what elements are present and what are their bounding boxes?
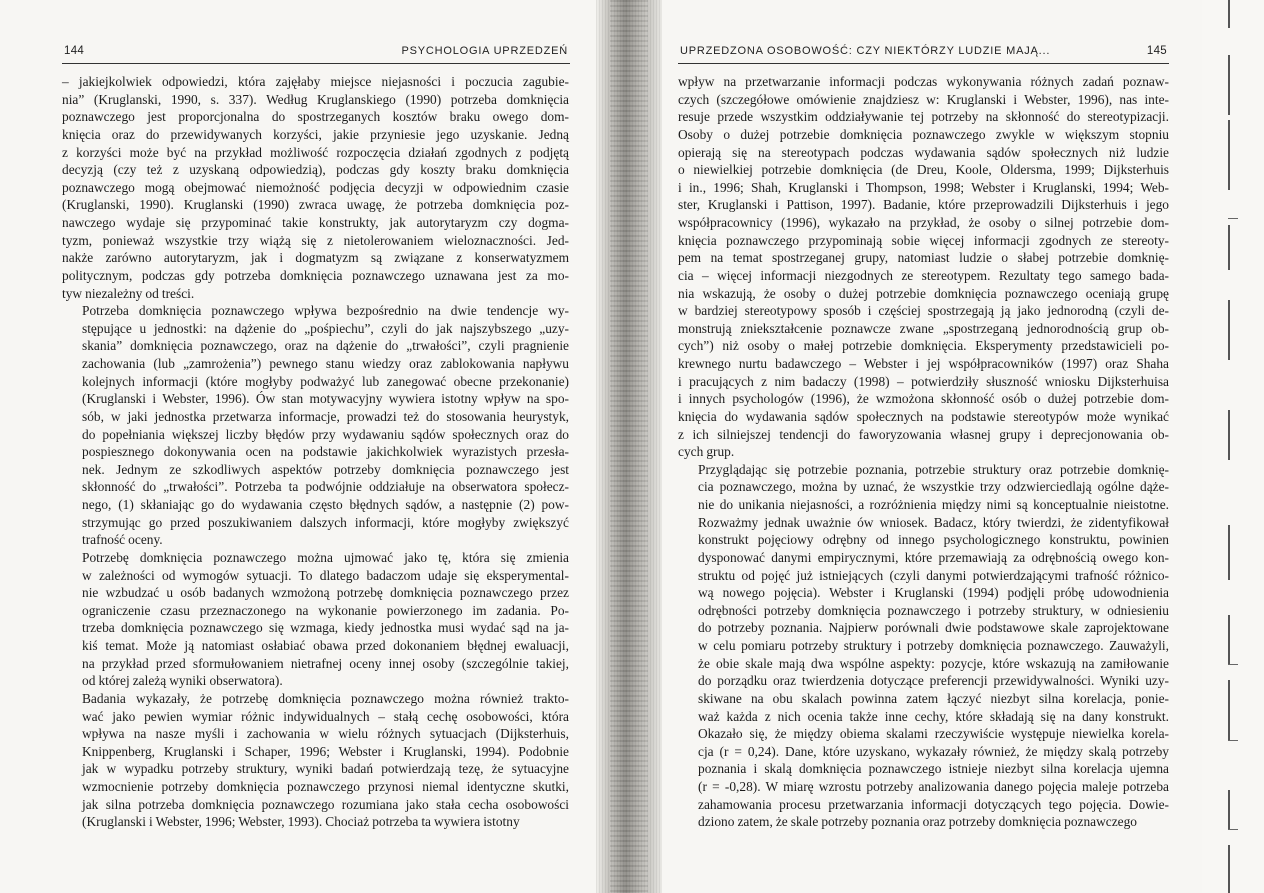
text-line: tyw niezależny od treści. [62,285,195,301]
text-line: zahamowania procesu przetwarzania informacji dotyczących tego pojęcia. Dowie- [698,796,1169,812]
text-line: odrębności potrzeby domknięcia poznawczego i potrzeby struktury, w odniesieniu [698,602,1169,618]
text-line: wzmocnienie potrzeby domknięcia poznawczego przynosi niemal identyczne skutki, [82,779,569,794]
text-line: jak silna potrzeba domknięcia poznawczego rozumiana jako stała cecha osobowości [82,796,569,812]
text-line: poznania i skalą domknięcia poznawczego istnieje niezbyt silna korelacja ujemna [698,761,1169,777]
text-line: resuje przede wszystkim oddziaływanie tej potrzeby na skłonność do stereotypizacji. [678,109,1169,125]
page-edge-mark [1228,0,1230,28]
text-line: jak w wypadku potrzeby struktury, wyniki badań potwierdzają tezę, że sytuacyjne [82,761,569,777]
text-line: Knippenberg, Kruglanski i Schaper, 1996; Webster i Kruglanski, 1994). Podobnie [82,743,569,759]
text-line: nek. Jednym ze szkodliwych aspektów potrzeby domknięcia poznawczego jest [82,461,569,477]
text-line: wpływ na przetwarzanie informacji podczas wykonywania różnych zadań poznaw- [678,74,1169,89]
text-line: skania” domknięcia poznawczego, oraz na dążenie do „trwałości”, czyli pragnienie [82,338,569,354]
text-line: współpracownicy (1996), wykazało na przykład, że osoby o silnej potrzebie dom- [678,215,1169,230]
page-edge-mark [1228,680,1230,740]
text-line: nakże zarówno autorytaryzm, jak i dogmatyzm są związane z konserwatyzmem [62,250,569,266]
text-line: skiwane na obu skalach powinna zatem łączyć niezbyt silna korelacja, ponie- [698,690,1169,706]
text-line: waż każda z nich ocenia także inne cechy, które składają się na dany konstrukt. [698,708,1169,724]
header-rule [62,63,570,64]
page-edge-mark [1228,664,1238,665]
paragraph [62,302,569,549]
text-line: stępujące u jednostki: na dążenie do „pośpiechu”, czyli do jak najszybszego „uzy- [82,320,569,336]
text-line: pem na temat spostrzeganej grupy, natomiast ludzie o słabej potrzebie domknię- [678,250,1169,266]
text-line: konstrukt pojęciowy odrębny od innego psychologicznego konstruktu, powinien [698,532,1169,548]
text-line: – jakiejkolwiek odpowiedzi, która zajęłaby miejsce niejasności i poczucia zagubie- [62,74,569,89]
text-line: cia poznawczego, można by uznać, że wszystkie trzy odzwierciedlają ogólne dąże- [698,479,1169,495]
right-page-body [678,73,1169,831]
text-line: (Kruglanski i Webster, 1996; Webster, 1993). Chociaż potrzeba ta wywiera istotny [82,814,520,830]
page-edge-mark [1228,845,1230,893]
text-line: z korzyści może być na przykład możliwość rozpoczęcia działań zgodnych z podjętą [62,144,569,160]
text-line: że obie skale mają dwa wspólne aspekty: pozycje, które wskazują na zamiłowanie [698,655,1169,671]
page-number: 144 [64,45,85,57]
text-line: kiś temat. Może ją natomiast osłabiać obawa przed dokonaniem błędnej ewaluacji, [82,638,569,653]
running-title: UPRZEDZONA OSOBOWOŚĆ: CZY NIEKTÓRZY LUDZIE MAJĄ... [680,45,1051,57]
left-page [0,0,596,893]
paragraph [62,73,569,302]
paragraph [62,690,569,831]
text-line: od której zależą wyniki obserwatora). [82,673,283,689]
text-line: cych grup. [678,444,735,460]
text-line: ograniczenie czasu przeznaczonego na wykonanie powierzonego im zadania. Po- [82,602,569,618]
text-line: w bardziej stereotypowy sposób i częściej spostrzegają ją jako jednorodną (czyli de- [678,303,1169,319]
text-line: w celu pomiaru potrzeby struktury i potrzeby domknięcia poznawczego. Zauważyli, [698,638,1169,653]
text-line: o niewielkiej potrzebie domknięcia (de Dreu, Koole, Oldersma, 1999; Dijksterhuis [678,162,1169,178]
text-line: struktu od pojęć już istniejących (czyli danymi potwierdzającymi trafność różnico- [698,567,1169,583]
page-edge-mark [1228,615,1230,665]
page-edge-mark [1228,225,1230,270]
text-line: skłonność do „trwałości”. Potrzeba ta podwójnie oddziałuje na obserwatora społecz- [82,479,569,495]
page-edge-mark [1228,55,1230,115]
text-line: poznawczego mogą obejmować niemożność podjęcia decyzji w odpowiednim czasie [62,179,569,195]
text-line: zachowania (lub „zamrożenia”) pewnego stanu wiedzy oraz zablokowania napływu [82,356,569,371]
text-line: sób, w jaki jednostka przetwarza informacje, prowadzi też do stosowania heurystyk, [82,408,569,424]
text-line: knięcia poznawczego przypominają sobie więcej informacji zgodnych ze stereoty- [678,232,1169,248]
text-line: Rozważmy jednak uważnie ów wniosek. Badacz, który twierdzi, że zidentyfikował [698,514,1169,530]
text-line: politycznym, podczas gdy potrzeba domknięcia poznawczego uznawana jest za mo- [62,267,569,283]
text-line: poznawczego jest proporcjonalna do spostrzeganych kosztów braku owego dom- [62,109,569,125]
text-line: czych (szczegółowe omówienie znajdziesz w: Kruglanski i Webster, 1996), nas inte- [678,91,1169,107]
right-page-header [680,45,1167,61]
text-line: i pracujących z nim badaczy (1998) – potwierdziły słuszność wniosku Dijksterhuisa [678,373,1169,389]
header-rule [678,63,1169,64]
paragraph [678,73,1169,461]
page-edge [1202,0,1264,893]
text-line: wą nowego pojęcia). Webster i Kruglanski (1994) podjęli próbę udowodnienia [698,585,1169,601]
text-line: opierają się na stereotypach podczas wydawania sądów społecznych niż ludzie [678,144,1169,160]
text-line: decyzją (czy też z uzyskaną odpowiedzią), podczas gdy koszty braku domknięcia [62,162,569,178]
text-line: Potrzebę domknięcia poznawczego można ujmować jako tę, która się zmienia [82,549,569,565]
text-line: i in., 1996; Shah, Kruglanski i Thompson, 1998; Webster i Kruglanski, 1994; Web- [678,179,1169,195]
text-line: Okazało się, że między obiema skalami rzeczywiście występuje niewielka korela- [698,726,1169,742]
left-page-body [62,73,569,831]
text-line: z ich silniejszej tendencji do faworyzowania własnej grupy i deprecjonowania ob- [678,426,1169,442]
text-line: tyzm, ponieważ wszystkie trzy wiążą się z nietolerowaniem wieloznaczności. Jed- [62,232,569,248]
text-line: knięcia oraz do przewidywanych korzyści, jakie przyniesie jego uzyskanie. Jedną [62,126,569,142]
text-line: nie do unikania niejasności, a rozróżnienia między nimi są konceptualnie nieistotne. [698,497,1169,512]
text-line: do potrzeby poznania. Najpierw porównali dwie podstawowe skale zaprojektowane [698,620,1169,636]
text-line: nia” (Kruglanski, 1990, s. 337). Według Kruglanskiego (1990) potrzeba domknięcia [62,91,569,107]
text-line: strzymując go przed poszukiwaniem dalszych informacji, które mogłyby zwiększyć [82,514,569,530]
text-line: ster, Kruglanski i Pattison, 1997). Badanie, które przeprowadzili Dijksterhuis i jego [678,197,1169,213]
text-line: Osoby o dużej potrzebie domknięcia poznawczego zwykle w większym stopniu [678,126,1169,142]
text-line: cia – więcej informacji niezgodnych ze stereotypem. Rezultaty tego samego bada- [678,267,1169,283]
text-line: nawczego wydaje się przypominać takie konstrukty, jak autorytaryzm czy dogma- [62,215,569,230]
text-line: trzeba domknięcia poznawczego się wzmaga, kiedy jednostka musi wydać sąd na ja- [82,620,569,636]
text-line: nie wzbudzać u osób badanych wzmożoną potrzebę domknięcia poznawczego przez [82,585,569,601]
page-edge-mark [1228,740,1238,741]
running-title: PSYCHOLOGIA UPRZEDZEŃ [401,45,568,57]
text-line: i innych psychologów (1996), że wzmożona skłonność osób o dużej potrzebie dom- [678,391,1169,407]
text-line: do porządku oraz twierdzenia dotyczące preferencji przewidywalności. Wyniki uzy- [698,673,1169,689]
text-line: nego, (1) skłaniając go do wydawania często błędnych sądów, a następnie (2) pow- [82,497,569,512]
paragraph [62,549,569,690]
right-page [662,0,1202,893]
text-line: nia wskazują, że osoby o dużej potrzebie domknięcia poznawczego oceniają grupę [678,285,1169,301]
text-line: knięcia do wydawania sądów społecznych na podstawie stereotypów może wynikać [678,408,1169,424]
page-edge-mark [1228,410,1230,460]
page-edge-mark [1228,525,1230,580]
text-line: wpływa na nasze myśli i zachowania w wielu różnych sytuacjach (Dijksterhuis, [82,726,569,742]
text-line: krewnego nurtu badawczego – Webster i jej współpracowników (1997) oraz Shaha [678,356,1169,371]
left-page-header [64,45,568,61]
text-line: Badania wykazały, że potrzebę domknięcia poznawczego można również trakto- [82,690,569,706]
text-line: Potrzeba domknięcia poznawczego wpływa bezpośrednio na dwie tendencje wy- [82,303,569,319]
page-edge-mark [1228,218,1238,219]
text-line: cych”) niż osoby o małej potrzebie domknięcia. Eksperymenty przedstawicieli po- [678,338,1169,354]
page-number: 145 [1146,45,1167,57]
text-line: (r = -0,28). W miarę wzrostu potrzeby analizowania danego pojęcia maleje potrzeba [698,779,1169,794]
page-edge-mark [1228,300,1230,360]
page-edge-mark [1228,790,1230,830]
text-line: trafność oceny. [82,532,163,548]
book-gutter [596,0,662,893]
text-line: pospiesznego dokonywania ocen na podstawie jakichkolwiek wyrazistych przesła- [82,444,569,460]
page-edge-mark [1228,829,1238,830]
text-line: Przyglądając się potrzebie poznania, potrzebie struktury oraz potrzebie domknię- [698,461,1169,477]
text-line: w zależności od wymogów sytuacji. To dlatego badaczom udaje się eksperymental- [82,567,569,583]
text-line: (Kruglanski, 1990). Kruglanski (1990) zwraca uwagę, że potrzeba domknięcia poz- [62,197,569,213]
text-line: do popełniania większej liczby błędów przy wydawaniu sądów społecznych oraz do [82,426,569,442]
paragraph [678,461,1169,831]
text-line: cja (r = 0,24). Dane, które uzyskano, wykazały również, że między skalą potrzeby [698,743,1169,759]
text-line: (Kruglanski i Webster, 1996). Ów stan motywacyjny wywiera istotny wpływ na spo- [82,391,569,407]
text-line: dziono zatem, że skale potrzeby poznania oraz potrzeby domknięcia poznawczego [698,814,1137,830]
text-line: dysponować danymi empirycznymi, które przemawiają za odrębnością owego kon- [698,549,1169,565]
text-line: monstrują zniekształcenie poznawcze zwane „spostrzeganą jednorodnością grup ob- [678,320,1169,336]
page-edge-mark [1228,120,1230,190]
text-line: wać jako pewien wymiar różnic indywidualnych – stałą cechę osobowości, która [82,708,569,724]
text-line: kolejnych informacji (które mogłyby podważyć lub zanegować obecne przekonanie) [82,373,569,389]
text-line: na przykład przed sformułowaniem nietrafnej oceny innej osoby (szczególnie takiej, [82,655,569,671]
